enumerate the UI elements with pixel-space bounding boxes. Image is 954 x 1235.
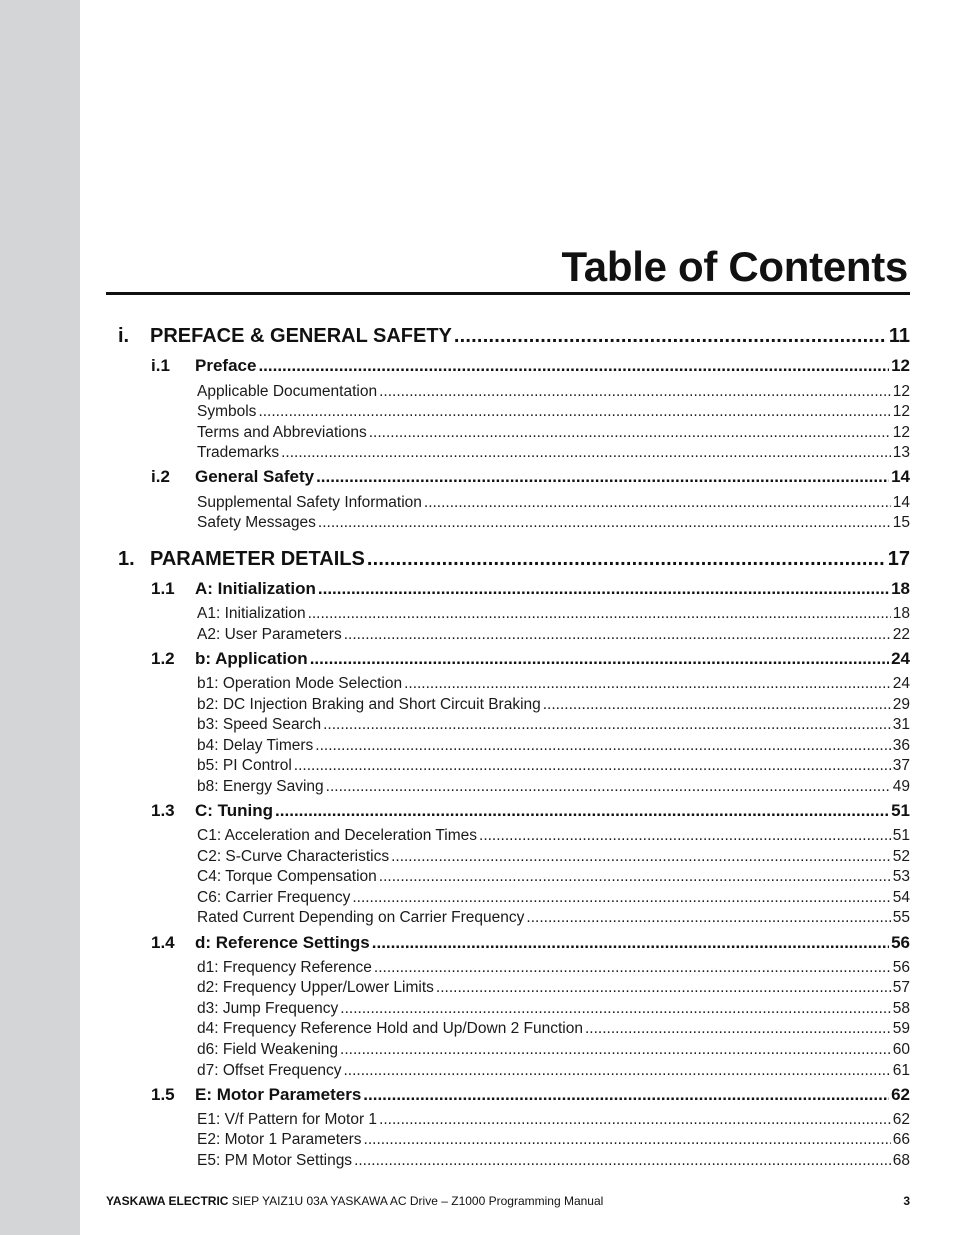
toc-subsection-entry[interactable] — [197, 737, 910, 756]
toc-entry-number: i. — [118, 325, 130, 347]
toc-page-number: 12 — [892, 424, 910, 441]
dot-leader — [352, 889, 890, 907]
toc-entry-title: d6: Field Weakening — [197, 1041, 339, 1058]
toc-subsection-entry[interactable] — [197, 959, 910, 978]
toc-page-number: 53 — [892, 868, 910, 885]
dot-leader — [258, 356, 889, 376]
toc-entry-title: d2: Frequency Upper/Lower Limits — [197, 979, 434, 996]
toc-subsection-entry[interactable] — [197, 848, 910, 867]
toc-subsection-entry[interactable] — [197, 979, 910, 998]
dot-leader — [391, 848, 891, 866]
toc-subsection-entry[interactable] — [197, 827, 910, 846]
dot-leader — [526, 909, 890, 927]
dot-leader — [436, 979, 891, 997]
dot-leader — [364, 1131, 891, 1149]
toc-page-number: 24 — [892, 675, 910, 692]
toc-page-number: 15 — [892, 514, 910, 531]
footer-doc-info — [106, 1194, 603, 1208]
toc-page-number: 18 — [891, 579, 910, 598]
toc-entry-title: d1: Frequency Reference — [197, 959, 372, 976]
toc-entry-number: i.2 — [151, 467, 170, 486]
toc-page-number: 51 — [892, 827, 910, 844]
toc-section-entry[interactable] — [151, 801, 910, 822]
toc-entry-title: d4: Frequency Reference Hold and Up/Down 2 Function — [197, 1020, 583, 1037]
toc-page-number: 36 — [892, 737, 910, 754]
dot-leader — [310, 649, 889, 669]
toc-page-number: 12 — [891, 356, 910, 375]
toc-entry-title: E1: V/f Pattern for Motor 1 — [197, 1111, 378, 1128]
dot-leader — [363, 1085, 889, 1105]
toc-page-number: 56 — [891, 933, 910, 952]
toc-subsection-entry[interactable] — [197, 1111, 910, 1130]
toc-entry-title: E2: Motor 1 Parameters — [197, 1131, 362, 1148]
toc-entry-title: d7: Offset Frequency — [197, 1062, 342, 1079]
toc-entry-title: C: Tuning — [195, 801, 274, 820]
toc-page-number: 14 — [892, 494, 910, 511]
toc-subsection-entry[interactable] — [197, 626, 910, 645]
toc-entry-title: b5: PI Control — [197, 757, 292, 774]
toc-page-number: 12 — [892, 403, 910, 420]
toc-entry-title: PREFACE & GENERAL SAFETY — [150, 325, 452, 347]
toc-entry-title: PARAMETER DETAILS — [150, 548, 365, 570]
toc-entry-title: C6: Carrier Frequency — [197, 889, 351, 906]
toc-entry-title: Trademarks — [197, 444, 280, 461]
toc-subsection-entry[interactable] — [197, 675, 910, 694]
dot-leader — [281, 444, 891, 462]
toc-page-number: 18 — [892, 605, 910, 622]
toc-entry-title: A2: User Parameters — [197, 626, 342, 643]
dot-leader — [354, 1152, 891, 1170]
dot-leader — [379, 1111, 891, 1129]
dot-leader — [318, 579, 889, 599]
toc-page-number: 62 — [892, 1111, 910, 1128]
toc-subsection-entry[interactable] — [197, 1152, 910, 1171]
toc-subsection-entry[interactable] — [197, 1131, 910, 1150]
toc-page-number: 49 — [892, 778, 910, 795]
toc-entry-number: 1. — [118, 548, 135, 570]
dot-leader — [372, 933, 889, 953]
toc-entry-title: d3: Jump Frequency — [197, 1000, 339, 1017]
toc-subsection-entry[interactable] — [197, 383, 910, 402]
dot-leader — [424, 494, 891, 512]
toc-section-entry[interactable] — [151, 579, 910, 600]
dot-leader — [369, 424, 891, 442]
toc-section-entry[interactable] — [151, 1085, 910, 1106]
toc-subsection-entry[interactable] — [197, 909, 910, 928]
toc-page-number: 52 — [892, 848, 910, 865]
toc-entry-number: i.1 — [151, 356, 170, 375]
toc-entry-title: A1: Initialization — [197, 605, 306, 622]
toc-entry-title: b8: Energy Saving — [197, 778, 324, 795]
toc-subsection-entry[interactable] — [197, 696, 910, 715]
footer-brand: YASKAWA ELECTRIC — [106, 1194, 229, 1208]
toc-entry-number: 1.4 — [151, 933, 175, 952]
page-footer — [106, 1194, 910, 1208]
toc-subsection-entry[interactable] — [197, 889, 910, 908]
dot-leader — [326, 778, 891, 796]
toc-page-number: 14 — [891, 467, 910, 486]
toc-page-number: 60 — [892, 1041, 910, 1058]
dot-leader — [404, 675, 891, 693]
toc-subsection-entry[interactable] — [197, 605, 910, 624]
toc-subsection-entry[interactable] — [197, 1020, 910, 1039]
toc-subsection-entry[interactable] — [197, 1000, 910, 1019]
toc-entry-number: 1.5 — [151, 1085, 175, 1104]
dot-leader — [323, 716, 891, 734]
dot-leader — [340, 1000, 890, 1018]
toc-subsection-entry[interactable] — [197, 424, 910, 443]
toc-section-entry[interactable] — [151, 933, 910, 954]
toc-page-number: 62 — [891, 1085, 910, 1104]
toc-page-number: 61 — [892, 1062, 910, 1079]
toc-chapter-entry[interactable] — [118, 325, 910, 349]
toc-page-number: 22 — [892, 626, 910, 643]
dot-leader — [374, 959, 891, 977]
dot-leader — [258, 403, 890, 421]
toc-section-entry[interactable] — [151, 356, 910, 377]
dot-leader — [479, 827, 891, 845]
toc-entry-title: Safety Messages — [197, 514, 316, 531]
toc-page-number: 24 — [891, 649, 910, 668]
toc-entry-title: C1: Acceleration and Deceleration Times — [197, 827, 478, 844]
toc-page-number: 51 — [891, 801, 910, 820]
toc-page-number: 29 — [892, 696, 910, 713]
dot-leader — [454, 325, 887, 348]
footer-page-number: 3 — [903, 1194, 910, 1208]
toc-subsection-entry[interactable] — [197, 778, 910, 797]
toc-subsection-entry[interactable] — [197, 716, 910, 735]
dot-leader — [318, 514, 891, 532]
toc-page-number: 54 — [892, 889, 910, 906]
dot-leader — [343, 1062, 890, 1080]
toc-page-number: 11 — [888, 325, 910, 347]
toc-page-number: 57 — [892, 979, 910, 996]
toc-entry-title: b1: Operation Mode Selection — [197, 675, 403, 692]
toc-page-number: 37 — [892, 757, 910, 774]
dot-leader — [543, 696, 891, 714]
dot-leader — [340, 1041, 891, 1059]
toc-subsection-entry[interactable] — [197, 1041, 910, 1060]
dot-leader — [316, 467, 889, 487]
toc-page-number: 12 — [892, 383, 910, 400]
toc-entry-title: b4: Delay Timers — [197, 737, 314, 754]
dot-leader — [294, 757, 891, 775]
toc-subsection-entry[interactable] — [197, 514, 910, 533]
toc-entry-title: Symbols — [197, 403, 257, 420]
toc-page-number: 17 — [887, 548, 910, 570]
toc-page-number: 66 — [892, 1131, 910, 1148]
toc-entry-number: 1.3 — [151, 801, 175, 820]
toc-page-number: 13 — [892, 444, 910, 461]
toc-entry-title: b3: Speed Search — [197, 716, 322, 733]
toc-entry-title: E: Motor Parameters — [195, 1085, 362, 1104]
toc-subsection-entry[interactable] — [197, 868, 910, 887]
toc-entry-number: 1.2 — [151, 649, 175, 668]
toc-subsection-entry[interactable] — [197, 1062, 910, 1081]
dot-leader — [275, 801, 889, 821]
dot-leader — [379, 868, 891, 886]
toc-page-number: 59 — [892, 1020, 910, 1037]
toc-section-entry[interactable] — [151, 467, 910, 488]
toc-chapter-entry[interactable] — [118, 548, 910, 572]
toc-subsection-entry[interactable] — [197, 494, 910, 513]
toc-entry-title: A: Initialization — [195, 579, 316, 598]
footer-doc-title: SIEP YAIZ1U 03A YASKAWA AC Drive – Z1000 Programming Manual — [228, 1194, 604, 1208]
toc-entry-title: b2: DC Injection Braking and Short Circuit Braking — [197, 696, 541, 713]
toc-page-number: 55 — [892, 909, 910, 926]
dot-leader — [315, 737, 890, 755]
toc-entry-title: C4: Torque Compensation — [197, 868, 377, 885]
page-title: Table of Contents — [561, 243, 908, 290]
toc-entry-number: 1.1 — [151, 579, 175, 598]
toc-entry-title: Preface — [195, 356, 257, 375]
toc-page-number: 56 — [892, 959, 910, 976]
toc-entry-title: Applicable Documentation — [197, 383, 378, 400]
toc-subsection-entry[interactable] — [197, 757, 910, 776]
toc-entry-title: General Safety — [195, 467, 315, 486]
toc-page-number: 31 — [892, 716, 910, 733]
toc-entry-title: Rated Current Depending on Carrier Frequency — [197, 909, 525, 926]
toc-entry-title: C2: S-Curve Characteristics — [197, 848, 390, 865]
dot-leader — [585, 1020, 891, 1038]
toc-entry-title: Supplemental Safety Information — [197, 494, 422, 511]
toc-section-entry[interactable] — [151, 649, 910, 670]
toc-entry-title: Terms and Abbreviations — [197, 424, 367, 441]
dot-leader — [308, 605, 891, 623]
toc-subsection-entry[interactable] — [197, 403, 910, 422]
toc-entry-title: b: Application — [195, 649, 308, 668]
toc-subsection-entry[interactable] — [197, 444, 910, 463]
toc-page-number: 68 — [892, 1152, 910, 1169]
toc-page-number: 58 — [892, 1000, 910, 1017]
dot-leader — [379, 383, 891, 401]
toc-entry-title: E5: PM Motor Settings — [197, 1152, 353, 1169]
dot-leader — [344, 626, 891, 644]
dot-leader — [367, 548, 886, 571]
toc-entry-title: d: Reference Settings — [195, 933, 370, 952]
